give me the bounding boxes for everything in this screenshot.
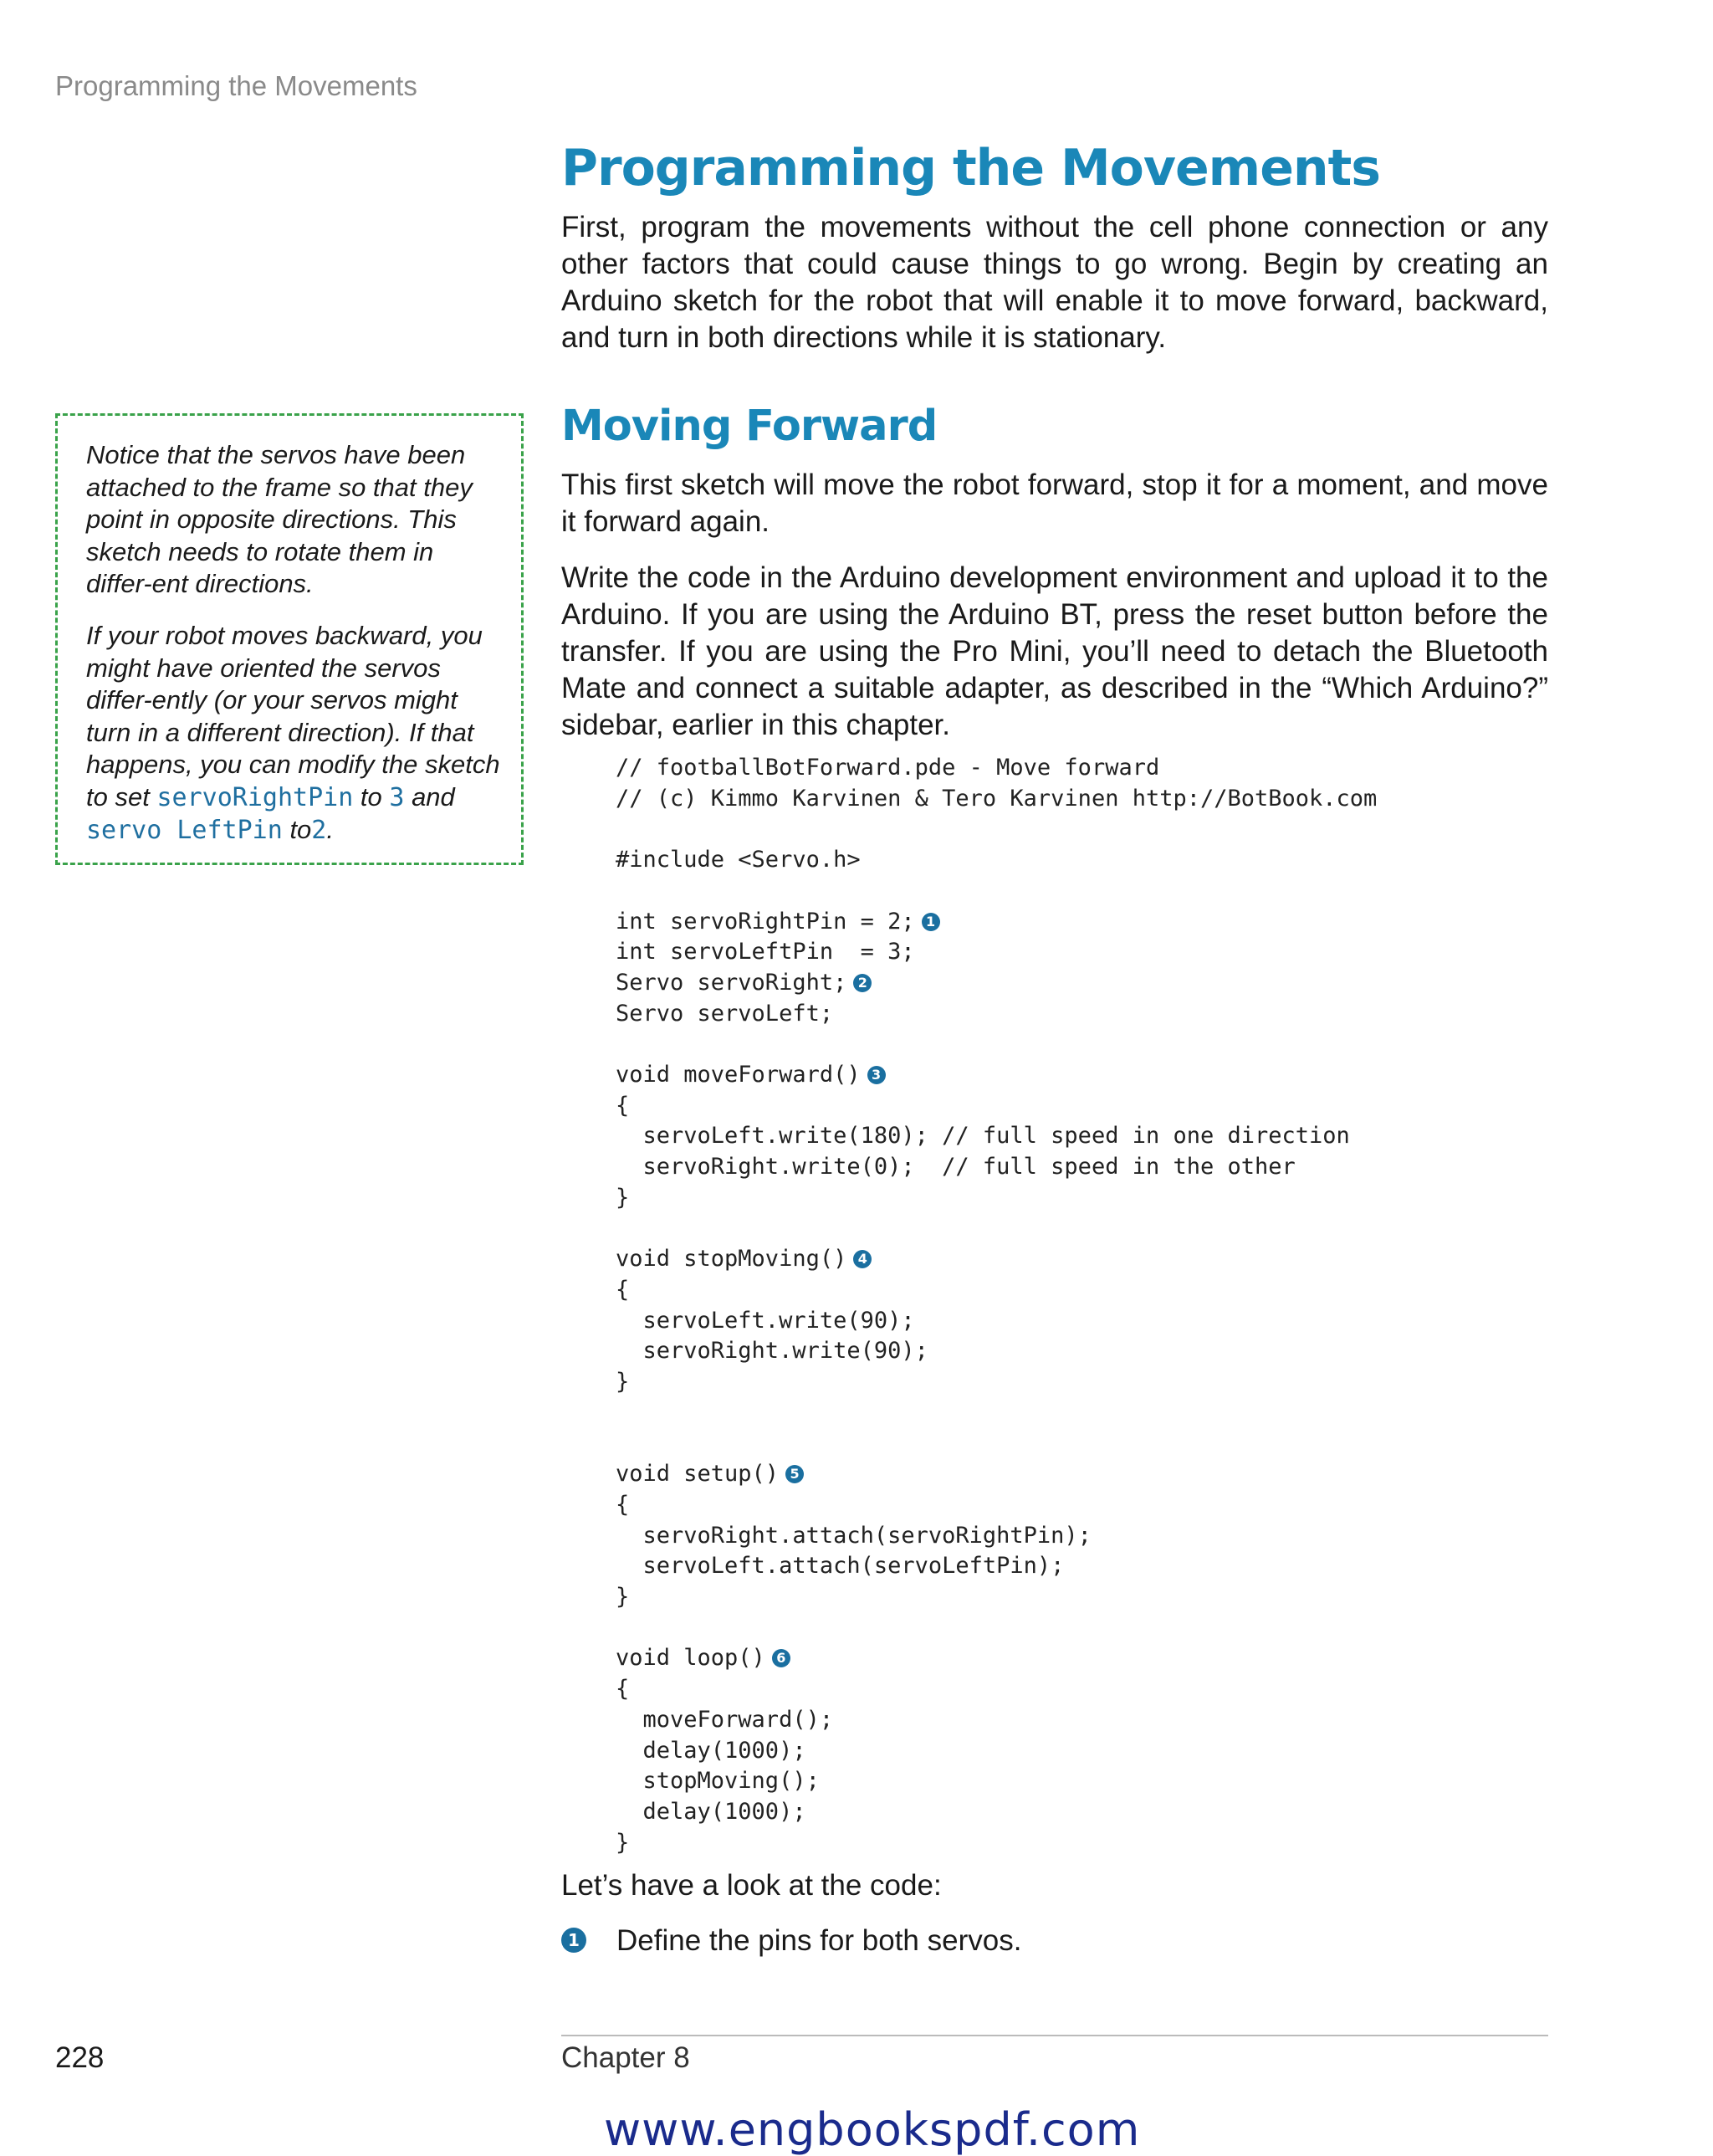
value-2: 2 <box>311 816 327 845</box>
code-line: { <box>616 1676 630 1703</box>
sentence-end: . <box>326 815 334 844</box>
code-line: servoRight.attach(servoRightPin); <box>616 1522 1092 1549</box>
code-line: moveForward(); <box>616 1706 834 1733</box>
and-label: and <box>412 781 455 812</box>
running-head: Programming the Movements <box>55 70 417 101</box>
code-line: Servo servoRight; <box>616 969 847 996</box>
code-line: void moveForward() <box>616 1062 861 1088</box>
code-servo-right-pin: servoRightPin <box>156 782 354 812</box>
code-line: { <box>616 1491 630 1518</box>
value-3: 3 <box>389 782 405 812</box>
lets-look-text: Let’s have a look at the code: <box>561 1869 942 1902</box>
code-line: } <box>616 1369 630 1396</box>
callout-1-icon: 1 <box>922 913 940 931</box>
code-line: #include <Servo.h> <box>616 847 861 873</box>
footer-divider <box>561 2035 1548 2036</box>
code-line: delay(1000); <box>616 1798 806 1825</box>
to-label-2: to <box>289 815 312 844</box>
callout-6-icon: 6 <box>772 1649 790 1667</box>
sidebar-note-1: Notice that the servos have been attached to the frame so that they point in opposite directions. This sketch needs to rotate them in differ-ent directions. <box>86 440 473 598</box>
code-line: void stopMoving() <box>616 1246 847 1273</box>
code-line: delay(1000); <box>616 1737 806 1764</box>
code-line: { <box>616 1276 630 1303</box>
code-line: } <box>616 1829 630 1856</box>
bullet-callout-1-icon: 1 <box>561 1928 586 1953</box>
intro-paragraph: First, program the movements without the cell phone connection or any other factors that could cause things to go wrong. Begin by creating an Arduino sketch for the robot that will enable it to move forward, backward, and turn in both directions while it is stationary. <box>561 211 1548 354</box>
page-title: Programming the Movements <box>561 139 1381 197</box>
code-line: int servoLeftPin = 3; <box>616 939 915 965</box>
code-line: int servoRightPin = 2; <box>616 908 915 935</box>
callout-3-icon: 3 <box>867 1066 886 1084</box>
code-line: stopMoving(); <box>616 1768 820 1795</box>
code-line: } <box>616 1583 630 1610</box>
code-line: void setup() <box>616 1461 780 1488</box>
code-line: // footballBotForward.pde - Move forward <box>616 755 1160 781</box>
code-line: { <box>616 1092 630 1119</box>
code-line: servoRight.write(90); <box>616 1338 928 1365</box>
section-heading: Moving Forward <box>561 402 938 451</box>
watermark: www.engbookspdf.com <box>604 2103 1141 2156</box>
sidebar-note-2-text: If your robot moves backward, you might have oriented the servos differ-ently (or your servos might turn in a different direction). If that happens, you can modify the sketch to set <box>86 621 500 812</box>
page-number: 228 <box>55 2041 105 2074</box>
callout-2-icon: 2 <box>853 974 872 992</box>
bullet-text: Define the pins for both servos. <box>616 1924 1022 1957</box>
to-label: to <box>360 781 382 812</box>
code-servo-left-pin: servo LeftPin <box>86 816 283 845</box>
chapter-label: Chapter 8 <box>561 2041 690 2074</box>
callout-5-icon: 5 <box>785 1465 804 1483</box>
paragraph-1: This first sketch will move the robot forward, stop it for a moment, and move it forward again. <box>561 469 1548 538</box>
code-line: Servo servoLeft; <box>616 1000 834 1027</box>
code-line: servoLeft.write(90); <box>616 1307 915 1334</box>
code-line: servoLeft.attach(servoLeftPin); <box>616 1553 1065 1580</box>
sidebar-note <box>55 413 524 865</box>
sidebar-note-2 <box>86 620 504 848</box>
code-listing <box>616 753 1377 1858</box>
paragraph-2: Write the code in the Arduino development environment and upload it to the Arduino. If you are using the Arduino BT, press the reset button before the transfer. If you are using the Pro Mini, you’ll need to detach the Bluetooth Mate and connect a suitable adapter, as described in the “Which Arduino?” sidebar, earlier in this chapter. <box>561 561 1548 741</box>
callout-4-icon: 4 <box>853 1250 872 1268</box>
code-line: // (c) Kimmo Karvinen & Tero Karvinen http://BotBook.com <box>616 785 1378 812</box>
code-line: void loop() <box>616 1645 765 1672</box>
code-line: } <box>616 1184 630 1211</box>
code-line: servoRight.write(0); // full speed in the other <box>616 1154 1296 1180</box>
code-line: servoLeft.write(180); // full speed in one direction <box>616 1123 1350 1150</box>
